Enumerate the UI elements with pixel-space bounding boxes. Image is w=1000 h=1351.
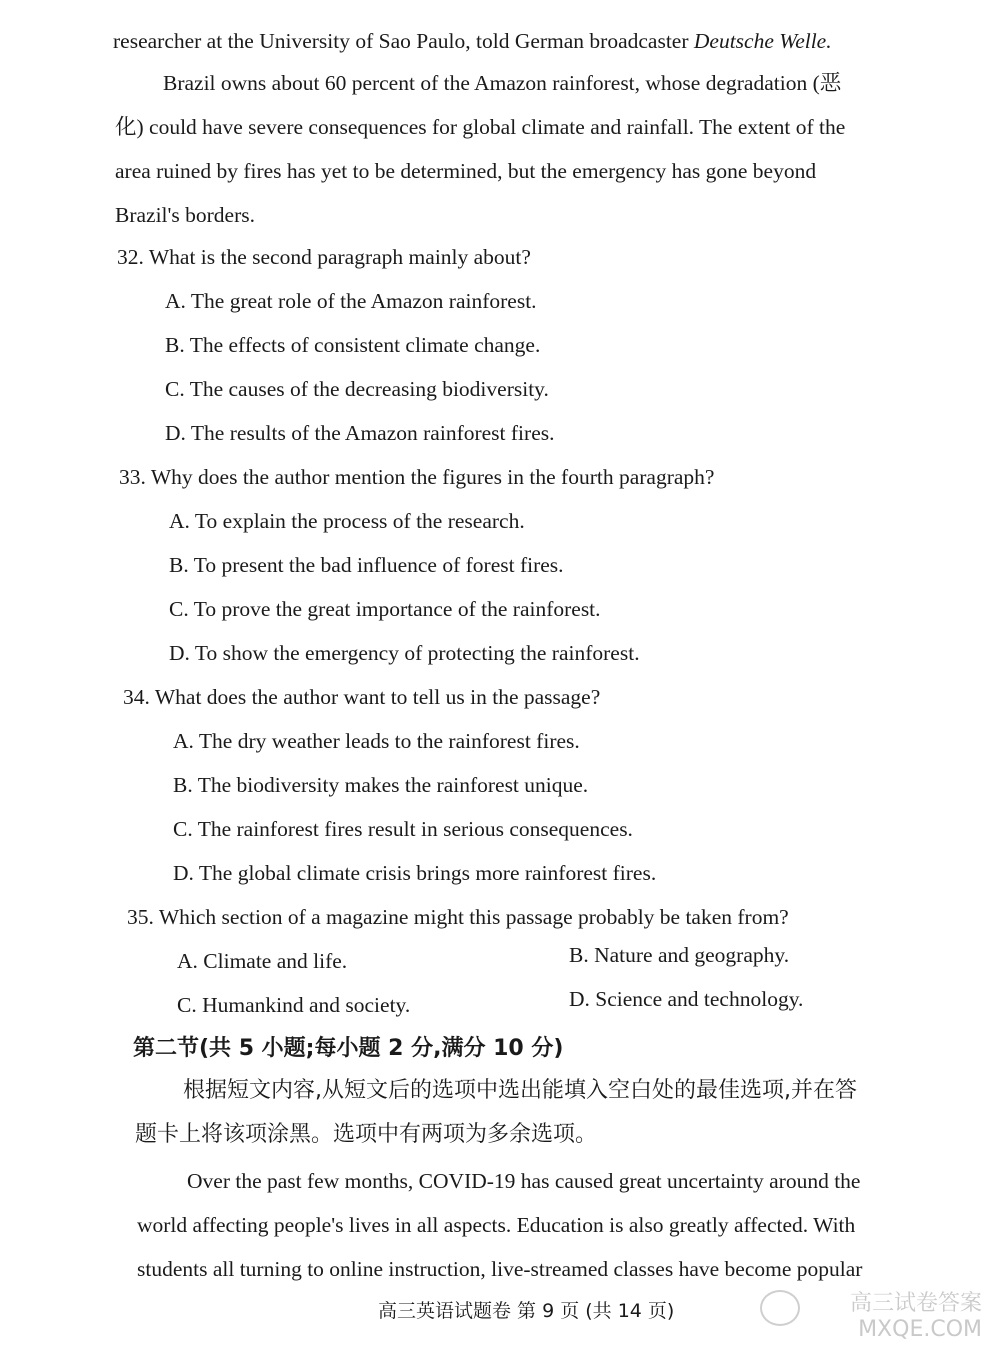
answer-option[interactable]: A. To explain the process of the research. (169, 509, 525, 533)
answer-option[interactable]: C. To prove the great importance of the rainforest. (169, 597, 601, 621)
passage-line: Brazil's borders. (115, 203, 256, 227)
broadcaster-name: Deutsche Welle. (693, 29, 832, 53)
answer-option[interactable]: D. The results of the Amazon rainforest fires. (165, 421, 555, 445)
answer-option[interactable]: A. The great role of the Amazon rainforest. (165, 289, 537, 313)
question-stem: 35. Which section of a magazine might this passage probably be taken from? (127, 905, 789, 929)
watermark-text: 高三试卷答案 (849, 1291, 982, 1316)
answer-option[interactable]: D. To show the emergency of protecting the rainforest. (169, 641, 640, 665)
page-footer: 高三英语试题卷 第 9 页 (共 14 页) (378, 1300, 675, 1322)
answer-option[interactable]: B. To present the bad influence of forest fires. (169, 553, 564, 577)
passage-line: world affecting people's lives in all aspects. Education is also greatly affected. With (137, 1213, 856, 1237)
passage-line: area ruined by fires has yet to be determined, but the emergency has gone beyond (115, 159, 817, 183)
answer-option[interactable]: D. Science and technology. (569, 987, 804, 1011)
section-instruction: 根据短文内容,从短文后的选项中选出能填入空白处的最佳选项,并在答 (183, 1078, 857, 1103)
watermark-text: MXQE.COM (858, 1317, 982, 1342)
answer-option[interactable]: A. The dry weather leads to the rainforest fires. (173, 729, 580, 753)
answer-option[interactable]: C. The causes of the decreasing biodiversity. (165, 377, 549, 401)
passage-line: 化) could have severe consequences for global climate and rainfall. The extent of the (115, 115, 846, 139)
answer-option[interactable]: C. Humankind and society. (177, 993, 411, 1017)
answer-option[interactable]: B. The biodiversity makes the rainforest unique. (173, 773, 589, 797)
question-stem: 32. What is the second paragraph mainly about? (117, 245, 531, 269)
answer-option[interactable]: D. The global climate crisis brings more rainforest fires. (173, 861, 657, 885)
question-stem: 33. Why does the author mention the figures in the fourth paragraph? (119, 465, 715, 489)
passage-line: students all turning to online instruction, live-streamed classes have become popular (137, 1257, 863, 1281)
section-instruction: 题卡上将该项涂黑。选项中有两项为多余选项。 (135, 1122, 598, 1147)
answer-option[interactable]: B. The effects of consistent climate change. (165, 333, 541, 357)
question-stem: 34. What does the author want to tell us in the passage? (123, 685, 601, 709)
section-heading: 第二节(共 5 小题;每小题 2 分,满分 10 分) (133, 1036, 564, 1061)
passage-line (113, 26, 832, 56)
passage-text: researcher at the University of Sao Paulo, told German broadcaster (113, 29, 689, 53)
watermark-logo-icon (760, 1290, 800, 1326)
passage-line: Over the past few months, COVID-19 has caused great uncertainty around the (187, 1169, 861, 1193)
answer-option[interactable]: A. Climate and life. (177, 949, 348, 973)
watermark (850, 1291, 982, 1343)
passage-line: Brazil owns about 60 percent of the Amazon rainforest, whose degradation (恶 (163, 71, 842, 95)
answer-option[interactable]: C. The rainforest fires result in serious consequences. (173, 817, 633, 841)
answer-option[interactable]: B. Nature and geography. (569, 943, 790, 967)
